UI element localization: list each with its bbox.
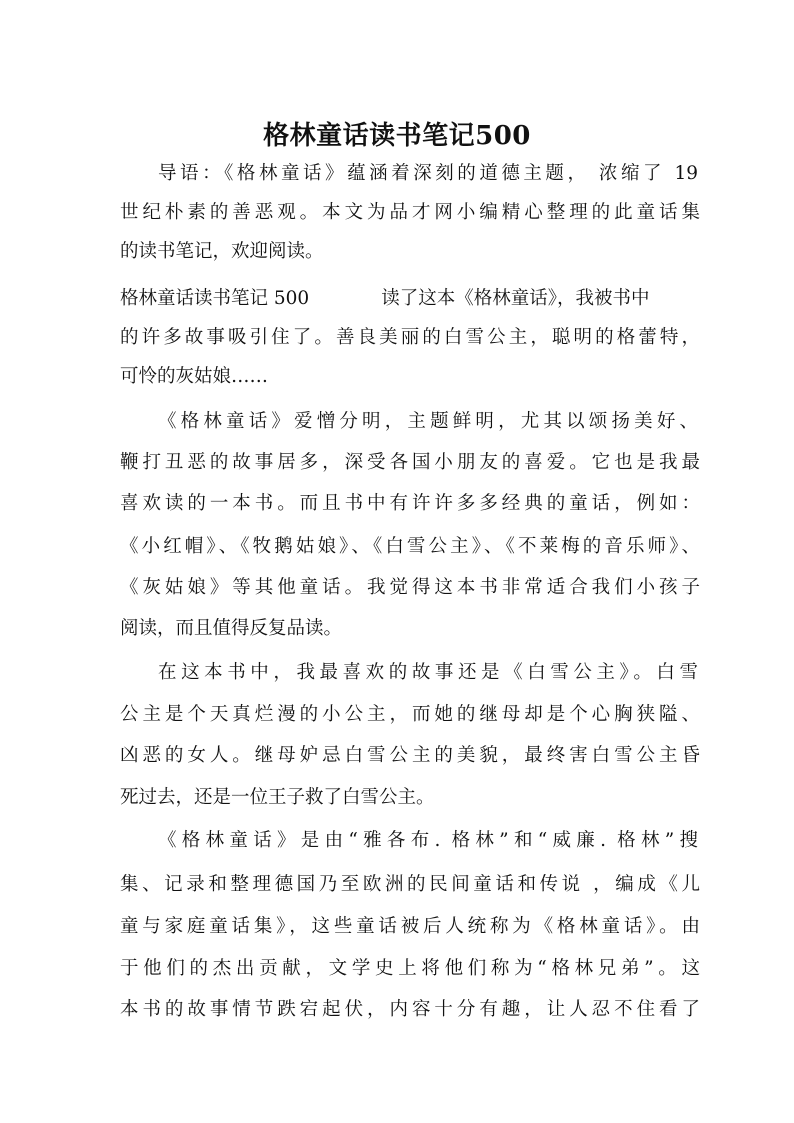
section-line-3: 可怜的灰姑娘……	[120, 366, 269, 387]
section-line-1	[120, 287, 700, 311]
intro-line-1: 导语：《格林童话》蕴涵着深刻的道德主题， 浓缩了 19	[158, 163, 698, 184]
paragraph-3-line-1: 在这本书中，我最喜欢的故事还是《白雪公主》。白雪	[158, 662, 698, 683]
paragraph-3-line-2: 公主是个天真烂漫的小公主，而她的继母却是个心胸狭隘、	[120, 704, 700, 725]
paragraph-4-line-4: 于他们的杰出贡献，文学史上将他们称为“格林兄弟”。这	[120, 958, 700, 979]
paragraph-2-line-6: 阅读，而且值得反复品读。	[120, 618, 343, 639]
paragraph-4-line-1: 《格林童话》是由“雅各布. 格林”和“威廉. 格林”搜	[158, 830, 698, 851]
paragraph-3-line-4: 死过去，还是一位王子救了白雪公主。	[120, 787, 435, 808]
paragraph-2-line-3: 喜欢读的一本书。而且书中有许许多多经典的童话，例如：	[120, 493, 700, 514]
section-first-sentence: 读了这本《格林童话》，我被书中	[381, 288, 650, 309]
intro-line-3: 的读书笔记，欢迎阅读。	[120, 241, 324, 262]
section-heading: 格林童话读书笔记 500	[120, 288, 310, 309]
paragraph-4-line-5: 本书的故事情节跌宕起伏，内容十分有趣，让人忍不住看了	[120, 999, 700, 1020]
paragraph-3-line-3: 凶恶的女人。继母妒忌白雪公主的美貌，最终害白雪公主昏	[120, 745, 700, 766]
intro-line-2: 世纪朴素的善恶观。本文为品才网小编精心整理的此童话集	[120, 202, 700, 223]
paragraph-2-line-5: 《灰姑娘》等其他童话。我觉得这本书非常适合我们小孩子	[120, 577, 700, 598]
paragraph-4-line-2: 集、记录和整理德国乃至欧洲的民间童话和传说 ，编成《儿	[120, 874, 700, 895]
section-line-2: 的许多故事吸引住了。善良美丽的白雪公主，聪明的格蕾特，	[120, 327, 700, 348]
paragraph-2-line-4: 《小红帽》、《牧鹅姑娘》、《白雪公主》、《不莱梅的音乐师》、	[120, 536, 700, 557]
paragraph-4-line-3: 童与家庭童话集》，这些童话被后人统称为《格林童话》。由	[120, 916, 700, 937]
document-title: 格林童话读书笔记500	[263, 121, 531, 152]
paragraph-2-line-2: 鞭打丑恶的故事居多，深受各国小朋友的喜爱。它也是我最	[120, 452, 700, 473]
paragraph-2-line-1: 《格林童话》爱憎分明，主题鲜明，尤其以颂扬美好、	[158, 411, 698, 432]
